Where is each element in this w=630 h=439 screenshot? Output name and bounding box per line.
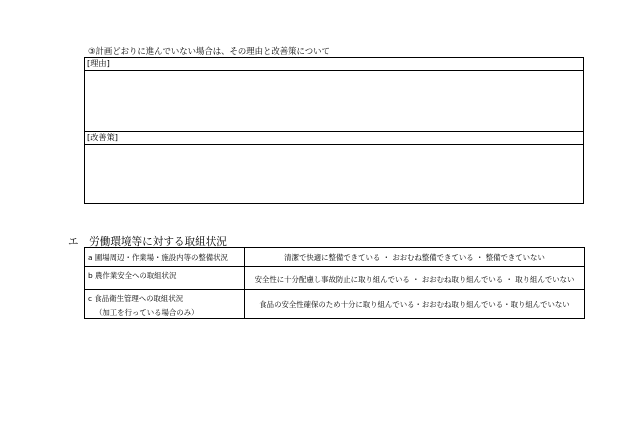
row-options-environment: 清潔で快適に整備できている ・ おおむね整備できている ・ 整備できていない bbox=[284, 253, 545, 262]
improvement-label-divider bbox=[85, 144, 583, 145]
reason-box bbox=[84, 57, 584, 132]
row-label-hygiene: c 食品衛生管理への取組状況 （加工を行っている場合のみ） bbox=[85, 290, 245, 318]
improvement-box bbox=[84, 131, 584, 204]
table-row-environment bbox=[85, 248, 584, 267]
row-options-hygiene: 食品の安全性確保のため十分に取り組んでいる・おおむね取り組んでいる・取り組んでいない bbox=[259, 300, 570, 309]
row-label-safety: b 農作業安全への取組状況 bbox=[85, 267, 245, 289]
section-e-title: エ 労働環境等に対する取組状況 bbox=[68, 236, 227, 248]
section-3-heading: ③計画どおりに進んでいない場合は、その理由と改善策について bbox=[88, 46, 330, 56]
reason-label-divider bbox=[85, 70, 583, 71]
improvement-label: [改善策] bbox=[87, 132, 118, 142]
status-table bbox=[84, 247, 585, 319]
row-options-safety: 安全性に十分配慮し事故防止に取り組んでいる ・ おおむね取り組んでいる ・ 取り組んでいない bbox=[254, 275, 575, 284]
table-row-safety bbox=[85, 267, 584, 290]
row-label-environment: a 圃場周辺・作業場・施設内等の整備状況 bbox=[85, 248, 245, 266]
table-row-hygiene bbox=[85, 290, 584, 318]
reason-label: [理由] bbox=[87, 58, 110, 68]
